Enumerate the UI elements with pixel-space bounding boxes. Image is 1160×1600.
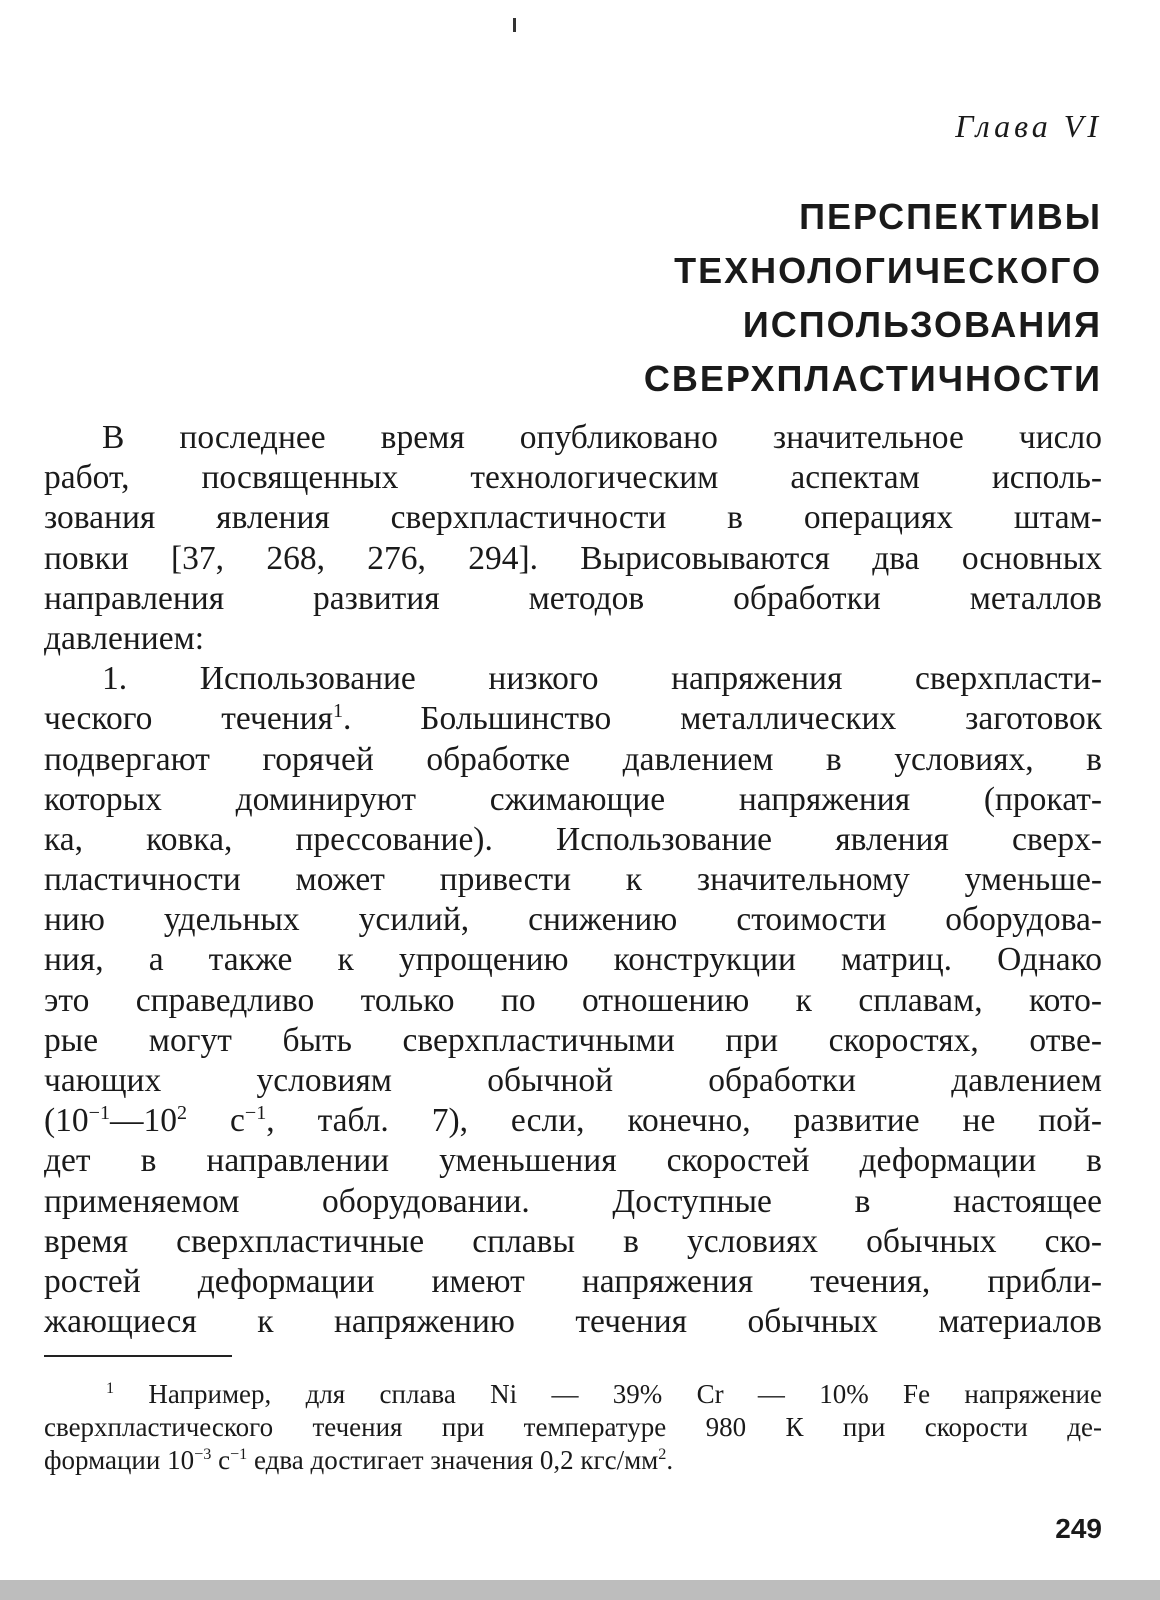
text-line: жающиеся к напряжению течения обычных материалов bbox=[44, 1303, 1102, 1341]
text-line: давлением: bbox=[44, 619, 205, 657]
text-line: применяемом оборудовании. Доступные в настоящее bbox=[44, 1182, 1102, 1220]
chapter-label: Глава VI bbox=[955, 108, 1102, 144]
text-line: 1. Использование низкого напряжения сверхпласти- bbox=[102, 660, 1102, 698]
footnote-divider bbox=[44, 1355, 232, 1357]
footnote-line: формации $10^{-3}$ $с^{-1}$ едва достигает значения 0,2 кгс/$мм^2$. bbox=[44, 1445, 674, 1475]
footnote-line: $^1$ Например, для сплава Ni — 39% Cr — 10% Fe напряжение bbox=[106, 1379, 1102, 1409]
text-line: нию удельных усилий, снижению стоимости оборудова- bbox=[44, 901, 1102, 939]
text-line: В последнее время опубликовано значительное число bbox=[102, 419, 1102, 456]
title-line: СВЕРХПЛАСТИЧНОСТИ bbox=[643, 358, 1102, 399]
footnote-ref: 1 bbox=[332, 700, 343, 723]
text-line: направления развития методов обработки металлов bbox=[44, 579, 1102, 617]
text-line: ческого течения$^1$. Большинство металлических заготовок bbox=[44, 700, 1102, 738]
text-line: зования явления сверхпластичности в операциях штам- bbox=[44, 499, 1102, 537]
text-line: рые могут быть сверхпластичными при скоростях, отве- bbox=[44, 1021, 1102, 1059]
text-line: работ, посвященных технологическим аспектам исполь- bbox=[44, 459, 1102, 497]
scan-mark bbox=[513, 18, 516, 32]
title-line: ТЕХНОЛОГИЧЕСКОГО bbox=[674, 250, 1102, 291]
title-line: ИСПОЛЬЗОВАНИЯ bbox=[742, 304, 1102, 345]
text-line: ния, а также к упрощению конструкции матриц. Однако bbox=[44, 941, 1102, 979]
title-line: ПЕРСПЕКТИВЫ bbox=[799, 196, 1102, 237]
footnote-line: сверхпластического течения при температуре 980 К при скорости де- bbox=[44, 1412, 1102, 1442]
text-line: время сверхпластичные сплавы в условиях обычных ско- bbox=[44, 1222, 1102, 1260]
scan-edge bbox=[0, 1580, 1160, 1600]
text-line: ростей деформации имеют напряжения течения, прибли- bbox=[44, 1262, 1102, 1300]
text-line: это справедливо только по отношению к сплавам, кото- bbox=[44, 981, 1102, 1019]
text-line: ка, ковка, прессование). Использование явления сверх- bbox=[44, 820, 1102, 858]
text-line: дет в направлении уменьшения скоростей деформации в bbox=[44, 1142, 1102, 1180]
text-line: подвергают горячей обработке давлением в условиях, в bbox=[44, 740, 1102, 778]
footnote bbox=[44, 1378, 1102, 1477]
text-line: повки [37, 268, 276, 294]. Вырисовываются два основных bbox=[44, 539, 1102, 577]
text-line: которых доминируют сжимающие напряжения (прокат- bbox=[44, 780, 1102, 818]
text-line: пластичности может привести к значительному уменьше- bbox=[44, 861, 1102, 899]
chapter-title bbox=[482, 190, 1102, 406]
page-number: 249 bbox=[1055, 1513, 1102, 1544]
text-line: ($10^{-1}—10^2$ $с^{-1}$, табл. 7), если, конечно, развитие не пой- bbox=[44, 1102, 1102, 1140]
body-text bbox=[44, 418, 1102, 1342]
text-line: чающих условиям обычной обработки давлением bbox=[44, 1062, 1102, 1099]
